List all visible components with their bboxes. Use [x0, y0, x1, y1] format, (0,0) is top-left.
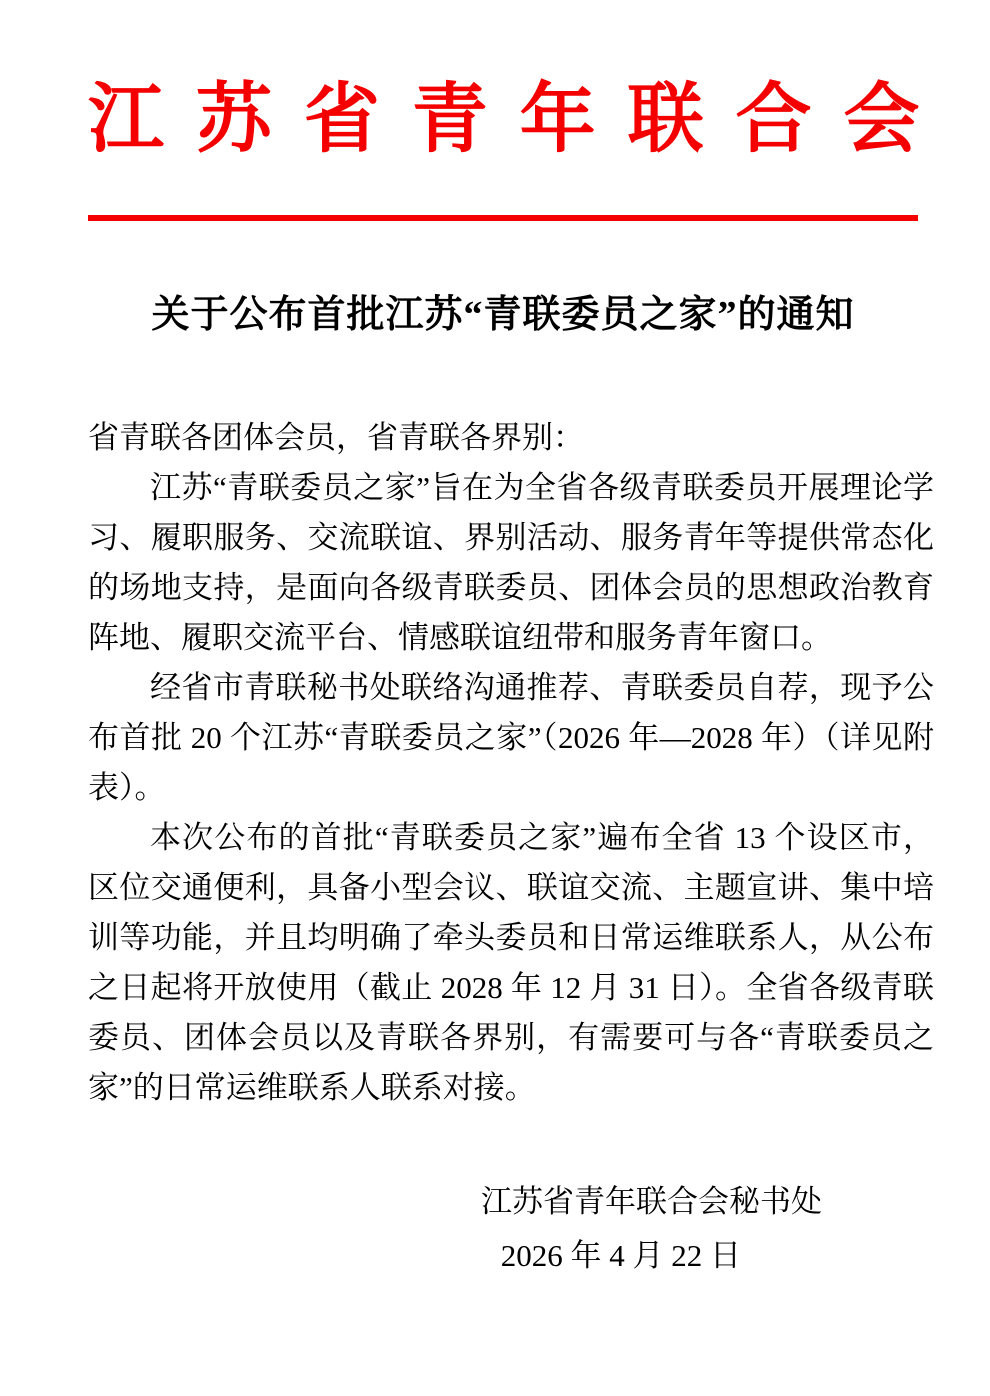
red-divider-line: [88, 215, 918, 221]
signature-date: 2026 年 4 月 22 日: [500, 1237, 741, 1273]
body-paragraph-1: 江苏“青联委员之家”旨在为全省各级青联委员开展理论学习、履职服务、交流联谊、界别活动、服务青年等提供常态化的场地支持，是面向各级青联委员、团体会员的思想政治教育阵地、履职交流平台、情感联谊纽带和服务青年窗口。: [88, 469, 934, 655]
letterhead-org-name: 江苏省青年联合会: [88, 78, 952, 162]
document-body: [88, 413, 934, 1283]
salutation-line: 省青联各团体会员，省青联各界别：: [88, 419, 584, 455]
body-paragraph-3: 本次公布的首批“青联委员之家”遍布全省 13 个设区市，区位交通便利，具备小型会议、联谊交流、主题宣讲、集中培训等功能，并且均明确了牵头委员和日常运维联系人，从公布之日起将开放使用（截止 2028 年 12 月 31 日）。全省各级青联委员、团体会员以及青联各界别，有需要可与各“青联委员之家”的日常运维联系人联系对接。: [88, 819, 934, 1105]
document-page: [0, 78, 990, 1396]
signature-org: 江苏省青年联合会秘书处: [481, 1183, 822, 1219]
body-paragraph-2: 经省市青联秘书处联络沟通推荐、青联委员自荐，现予公布首批 20 个江苏“青联委员之家”（2026 年—2028 年）（详见附表）。: [88, 669, 934, 805]
document-title: 关于公布首批江苏“青联委员之家”的通知: [151, 294, 855, 336]
signature-block: [88, 1175, 934, 1283]
